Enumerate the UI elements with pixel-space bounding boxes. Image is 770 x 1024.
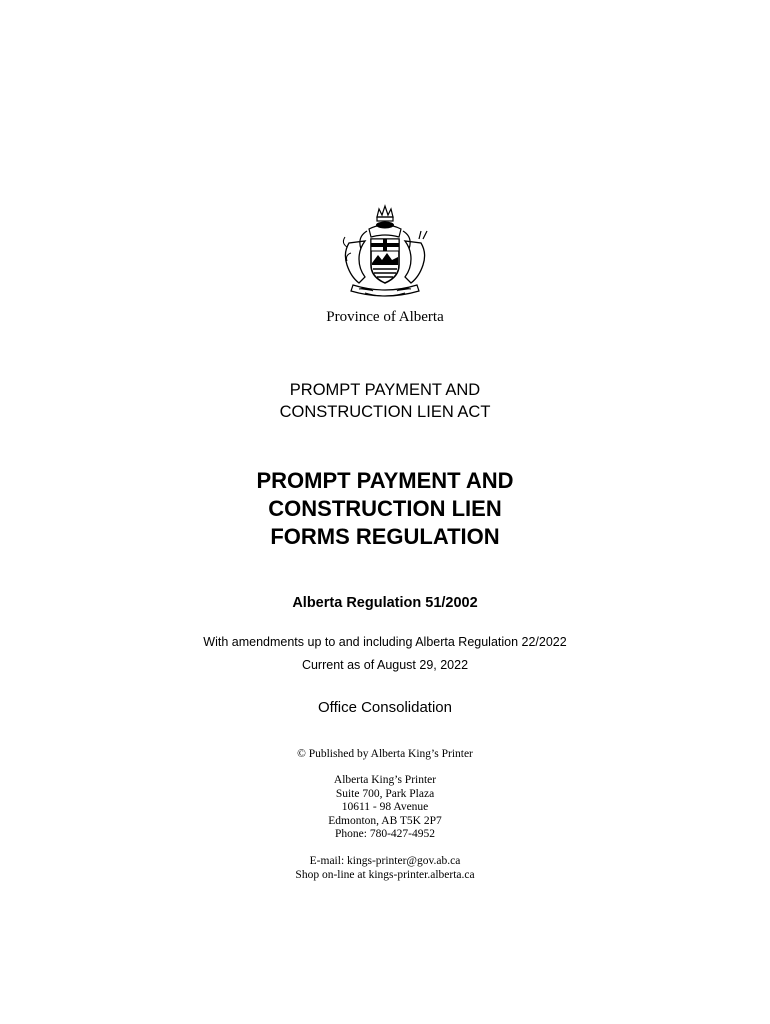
act-title-line: PROMPT PAYMENT AND: [289, 381, 481, 399]
website-line: Shop on-line at kings-printer.alberta.ca: [295, 868, 475, 881]
regulation-number: Alberta Regulation 51/2002: [292, 595, 478, 611]
amendments-note: With amendments up to and including Alberta Regulation 22/2022: [203, 635, 567, 649]
publisher-contact: [0, 855, 770, 882]
regulation-title-line: FORMS REGULATION: [270, 524, 500, 549]
regulation-title-line: CONSTRUCTION LIEN: [268, 496, 502, 521]
publisher-address: [0, 774, 770, 842]
regulation-title: [0, 467, 770, 551]
address-line: 10611 - 98 Avenue: [341, 801, 429, 814]
address-line: Suite 700, Park Plaza: [335, 787, 435, 800]
regulation-title-line: PROMPT PAYMENT AND: [256, 468, 514, 493]
province-name: Province of Alberta: [326, 309, 444, 325]
address-line: Alberta King’s Printer: [333, 774, 437, 786]
consolidation-label: Office Consolidation: [318, 699, 452, 716]
coat-of-arms-icon: [339, 203, 431, 301]
published-by: © Published by Alberta King’s Printer: [297, 748, 473, 760]
current-date: Current as of August 29, 2022: [301, 658, 469, 672]
email-line: E-mail: kings-printer@gov.ab.ca: [309, 855, 461, 867]
act-title-line: CONSTRUCTION LIEN ACT: [279, 403, 491, 421]
address-line: Phone: 780-427-4952: [335, 828, 435, 841]
address-line: Edmonton, AB T5K 2P7: [328, 814, 442, 827]
act-title: [0, 379, 770, 423]
